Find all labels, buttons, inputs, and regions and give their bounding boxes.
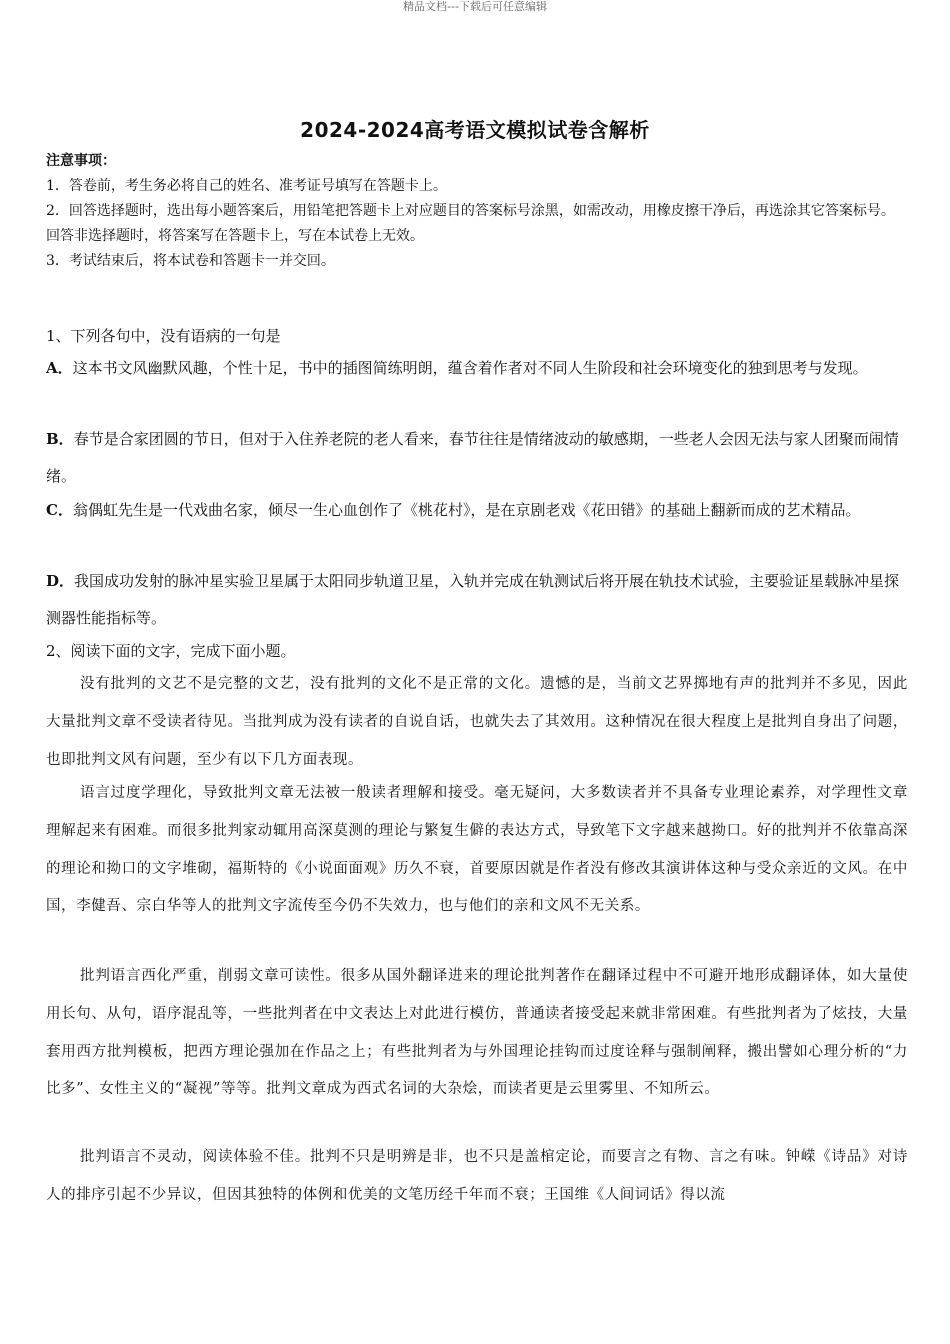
passage-paragraph-3: 批判语言西化严重，削弱文章可读性。很多从国外翻译进来的理论批判著作在翻译过程中不可避开地形成翻译体，如大量使用长句、从句，语序混乱等，一些批判者在中文表达上对此进行模仿，普通读者接受起来就非常困难。有些批判者为了炫技，大量套用西方批判模板，把西方理论强加在作品之上；有些批判者为与外国理论挂钩而过度诠释与强制阐释，搬出譬如心理分析的“力比多”、女性主义的“凝视”等等。批判文章成为西式名词的大杂烩，而读者更是云里雾里、不知所云。: [46, 968, 908, 1098]
page-title: 2024-2024高考语文模拟试卷含解析: [300, 118, 650, 142]
question-1-option-c: [46, 492, 908, 529]
option-text: 春节是合家团圆的节日，但对于入住养老院的老人看来，春节往往是情绪波动的敏感期，一些老人会因无法与家人团聚而闹情绪。: [46, 430, 899, 485]
notice-item-2: 2．回答选择题时，选出每小题答案后，用铅笔把答题卡上对应题目的答案标号涂黑，如需改动，用橡皮擦干净后，再选涂其它答案标号。回答非选择题时，将答案写在答题卡上，写在本试卷上无效。: [46, 203, 895, 244]
option-text: 我国成功发射的脉冲星实验卫星属于太阳同步轨道卫星，入轨并完成在轨测试后将开展在轨技术试验，主要验证星载脉冲星探测器性能指标等。: [46, 572, 900, 627]
notice-item-1: 1．答卷前，考生务必将自己的姓名、准考证号填写在答题卡上。: [46, 178, 447, 194]
question-1-option-d: [46, 563, 908, 637]
option-label: D．: [46, 572, 75, 590]
option-text: 翁偶虹先生是一代戏曲名家，倾尽一生心血创作了《桃花村》，是在京剧老戏《花田错》的基础上翻新而成的艺术精品。: [72, 501, 861, 519]
question-2-stem: 2、阅读下面的文字，完成下面小题。: [46, 642, 296, 660]
option-text: 这本书文风幽默风趣，个性十足，书中的插图简练明朗，蕴含着作者对不同人生阶段和社会环境变化的独到思考与发现。: [72, 359, 868, 377]
question-1-option-a: [46, 350, 908, 387]
passage-paragraph-2: 语言过度学理化，导致批判文章无法被一般读者理解和接受。毫无疑问，大多数读者并不具备专业理论素养，对学理性文章理解起来有困难。而很多批判家动辄用高深莫测的理论与繁复生僻的表达方式，导致笔下文字越来越拗口。好的批判并不依靠高深的理论和拗口的文字堆砌，福斯特的《小说面面观》历久不衰，首要原因就是作者没有修改其演讲体这种与受众亲近的文风。在中国，李健吾、宗白华等人的批判文字流传至今仍不失效力，也与他们的亲和文风不无关系。: [46, 785, 908, 915]
option-label: A．: [46, 359, 73, 377]
page-header: 精品文档---下载后可任意编辑: [403, 0, 547, 13]
notice-section: [46, 149, 906, 274]
passage-paragraph-4: 批判语言不灵动，阅读体验不佳。批判不只是明辨是非，也不只是盖棺定论，而要言之有物、言之有味。钟嵘《诗品》对诗人的排序引起不少异议，但因其独特的体例和优美的文笔历经千年而不衰；王国维《人间词话》得以流: [46, 1149, 908, 1203]
question-1-option-b: [46, 421, 908, 495]
notice-heading: 注意事项：: [46, 153, 116, 169]
passage-paragraph-1: 没有批判的文艺不是完整的文艺，没有批判的文化不是正常的文化。遗憾的是，当前文艺界掷地有声的批判并不多见，因此大量批判文章不受读者待见。当批判成为没有读者的自说自话，也就失去了其效用。这种情况在很大程度上是批判自身出了问题，也即批判文风有问题，至少有以下几方面表现。: [46, 676, 908, 768]
option-label: B．: [46, 430, 74, 448]
notice-item-3: 3．考试结束后，将本试卷和答题卡一并交回。: [46, 253, 335, 269]
option-label: C．: [46, 501, 73, 519]
question-1-stem: 1、下列各句中，没有语病的一句是: [46, 327, 281, 345]
